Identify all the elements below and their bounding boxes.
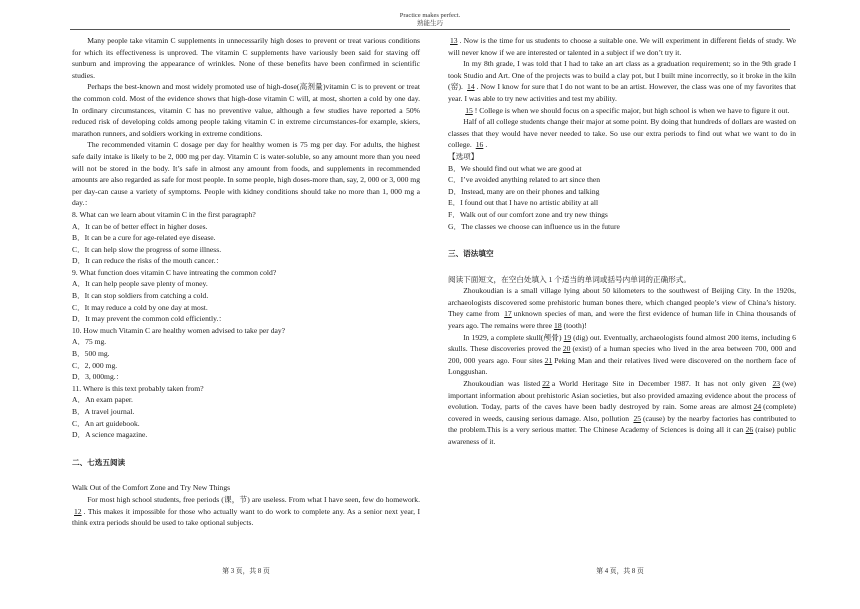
blank-18: 18 xyxy=(554,321,562,331)
passage-paragraph: Half of all college students change their major at some point. By doing that hundreds of dollars are wasted on classes that they would have never needed to take. So use our extra periods to find out what we want to do in college. 16 . xyxy=(448,117,796,150)
passage-paragraph: For most high school students, free periods (课，节) are useless. From what I have seen, few do homework. 12 . This makes it impossible for those who actually want to do work to complete any. As a senior next year, I think extra periods should be used to take optional subjects. xyxy=(72,494,420,528)
section-heading: 三、语法填空 xyxy=(448,249,494,259)
question-8: 8. What can we learn about vitamin C in the first paragraph? xyxy=(72,209,256,219)
page-number-left: 第 3 页，共 8 页 xyxy=(222,568,270,575)
blank-25: 25 xyxy=(633,413,642,423)
blank-13: 13 xyxy=(450,36,458,45)
blank-12: 12 xyxy=(74,506,82,516)
blank-16: 16 xyxy=(475,140,484,150)
blank-26: 26 xyxy=(745,425,754,435)
options-heading: 【选项】 xyxy=(448,151,479,161)
passage-paragraph: 13 . Now is the time for us students to choose a suitable one. We will experiment in different fields of study. We will never know if we are interested or talented in a subject if we don’t try it. xyxy=(448,36,796,57)
option-11c: C．An art guidebook. xyxy=(72,418,140,428)
question-11: 11. Where is this text probably taken from? xyxy=(72,383,204,393)
option-e: E．I found out that I have no artistic ability at all xyxy=(448,198,599,208)
header-motto-cn: 熟能生巧 xyxy=(417,20,443,27)
header-motto: Practice makes perfect. xyxy=(399,12,461,19)
passage-paragraph: In 1929, a complete skull(颅骨) 19 (dig) out. Eventually, archaeologists found almost 200 items, including 6 skulls. These discoveries proved the 20 (exist) of a human species who lived in the area between 700, 000 and 200, 000 years ago. Four sites 21 Peking Man and their relatives lived were discovered on the northern face of Longgushan. xyxy=(448,332,796,377)
instructions: 阅读下面短文，在空白处填入 1 个适当的单词或括号内单词的正确形式。 xyxy=(448,274,691,284)
header-divider xyxy=(70,29,790,30)
option-8a: A．It can be of better effect in higher doses. xyxy=(72,221,208,231)
blank-15: 15 xyxy=(465,105,473,115)
passage-paragraph: In my 8th grade, I was told that I had to take an art class as a graduation requirement; so in the 9th grade I took Studio and Art. One of the projects was to build a clay pot, but I built mine incorrectly, so it broke in the kiln (窑). 14 . Now I know for sure that I do not want to be an artist. However, the class was one of my favorites that year. I was able to try new activities and test my ability. xyxy=(448,59,796,103)
option-b: B．We should find out what we are good at xyxy=(448,163,582,173)
page-number-right: 第 4 页，共 8 页 xyxy=(596,568,644,575)
option-g: G．The classes we choose can influence us in the future xyxy=(448,221,620,231)
option-d: D．Instead, many are on their phones and talking xyxy=(448,186,600,196)
passage-paragraph: The recommended vitamin C dosage per day for healthy women is 75 mg per day. For adults, the highest safe daily intake is likely to be 2, 000 mg per day. Vitamin C is water-soluble, so any amount more than you need will not be stored in the body. It’s safe in almost any amount from foods, and supplements in recommended amounts are also regarded as safe for most people. In some people, high doses-more than, say, 2, 000 or 3, 000 mg per day-can cause a variety of symptoms. People with kidney conditions should take no more than 1, 000 mg a day.： xyxy=(72,140,420,208)
option-9c: C．It may reduce a cold by one day at most. xyxy=(72,302,208,312)
page-header xyxy=(0,12,860,28)
blank-24: 24 xyxy=(753,402,762,412)
question-10: 10. How much Vitamin C are healthy women advised to take per day? xyxy=(72,325,286,335)
passage-paragraph: Many people take vitamin C supplements in unnecessarily high doses to prevent or treat various conditions for which its effectiveness is unproved. The vitamin C supplements have variously been said for staving off sunburn and improving the appearance of wrinkles. None of these benefits have been confirmed in scientific studies. xyxy=(72,36,420,80)
section-heading: 二、七选五阅读 xyxy=(72,457,126,467)
option-10a: A．75 mg. xyxy=(72,337,107,347)
option-11d: D．A science magazine. xyxy=(72,430,148,440)
option-10b: B．500 mg. xyxy=(72,349,110,359)
left-column xyxy=(72,35,420,529)
option-11b: B．A travel journal. xyxy=(72,407,135,416)
option-9d: D．It may prevent the common cold efficiently.： xyxy=(72,314,226,324)
passage-paragraph: Zhoukoudian was listed 22 a World Heritage Site in December 1987. It has not only given 23 (we) important information about prehistoric Asian societies, but also provided amazing evidence about the process of evolution. Today, parts of the caves have been badly destroyed by rain. Some areas are almost 24 (complete) covered in weeds, causing serious damage. Also, pollution 25 (cause) by the nearby factories has contributed to the problem.This is a very serious matter. The Chinese Academy of Sciences is doing all it can 26 (raise) public awareness of it. xyxy=(448,379,796,446)
passage-paragraph: Perhaps the best-known and most widely promoted use of high-dose(高剂量)vitamin C is to prevent or treat the common cold. Most of the evidence shows that high-dose vitamin C will, at most, shorten a cold by one day. In ordinary circumstances, vitamin C has no preventive value, although a few studies have reported a 50% reduced risk of developing colds among people taking vitamin C in extreme circumstances-for example, skiers, marathon runners, and soldiers working in extreme conditions. xyxy=(72,82,420,138)
blank-20: 20 xyxy=(562,344,571,354)
passage-title: Walk Out of the Comfort Zone and Try New Things xyxy=(72,483,231,493)
option-8b: B．It can be a cure for age-related eye disease. xyxy=(72,233,216,243)
option-c: C．I’ve avoided anything related to art since then xyxy=(448,175,601,185)
option-9b: B．It can stop soldiers from catching a cold. xyxy=(72,291,209,301)
option-10c: C．2, 000 mg. xyxy=(72,360,118,370)
blank-17: 17 xyxy=(504,309,512,319)
blank-14: 14 xyxy=(467,82,475,92)
passage-paragraph: Zhoukoudian is a small village lying about 50 kilometers to the southwest of Beijing City. In the 1920s, archaeologists discovered some prehistoric human bones there, which changed people’s view of China’s history. They came from 17 unknown species of man, and were the first evidence of human life in China thousands of years ago. The remains were three 18 (tooth)! xyxy=(448,286,796,331)
option-8d: D．It can reduce the risks of the mouth cancer.： xyxy=(72,256,224,266)
blank-23: 23 xyxy=(772,379,781,389)
blank-22: 22 xyxy=(542,379,550,389)
passage-paragraph: 15 ! College is when we should focus on a specific major, but high school is when we have to figure it out. xyxy=(465,105,790,115)
option-9a: A．It can help people save plenty of money. xyxy=(72,279,208,289)
option-10d: D．3, 000mg.： xyxy=(72,372,124,382)
option-11a: A．An exam paper. xyxy=(72,395,133,405)
blank-19: 19 xyxy=(563,332,572,342)
option-8c: C．It can help slow the progress of some illness. xyxy=(72,244,222,254)
option-f: F．Walk out of our comfort zone and try new things xyxy=(448,209,608,219)
question-9: 9. What function does vitamin C have intreating the common cold? xyxy=(72,267,277,277)
blank-21: 21 xyxy=(544,355,553,365)
right-column xyxy=(448,35,796,448)
